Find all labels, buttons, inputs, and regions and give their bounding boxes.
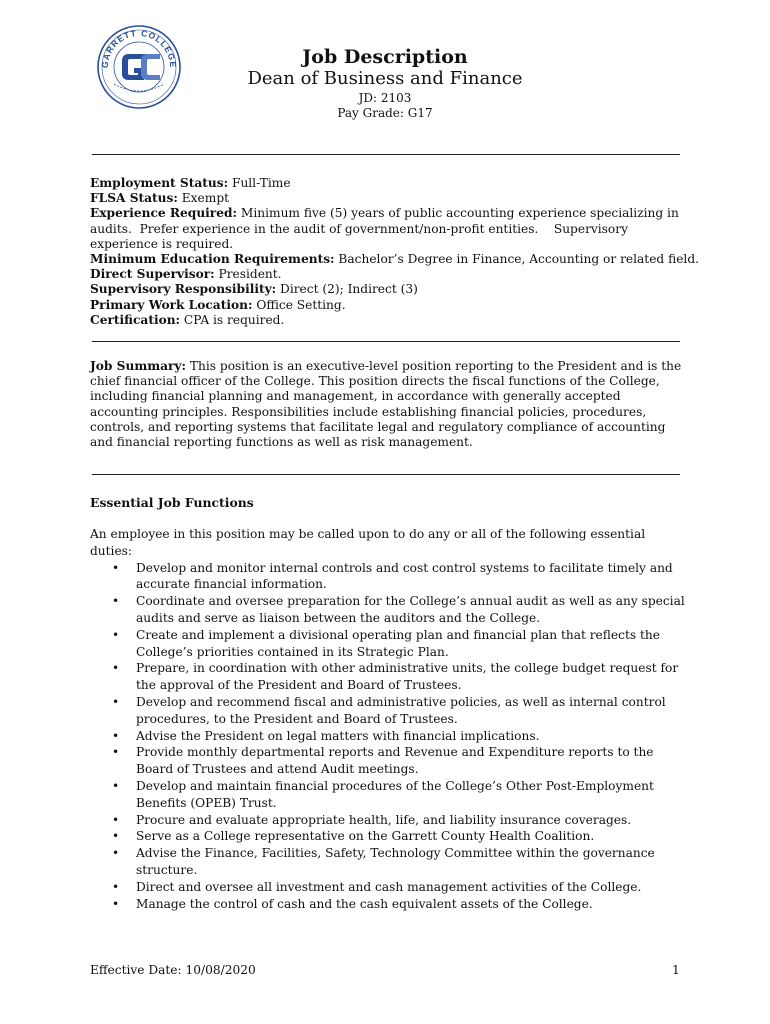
summary-label: Job Summary:	[90, 359, 187, 373]
list-item-text: Develop and monitor internal controls and cost control systems to facilitate timely and	[136, 560, 673, 575]
list-item-text: the approval of the President and Board of Trustees.	[136, 678, 462, 693]
detail-value: Minimum five (5) years of public accounting experience specializing in	[237, 206, 679, 221]
summary-line: and financial reporting functions as well as risk management.	[90, 435, 473, 450]
divider	[92, 341, 680, 342]
page-number: 1	[672, 963, 680, 977]
list-item	[90, 593, 690, 627]
detail-label: Supervisory Responsibility:	[90, 282, 277, 297]
list-item-text: Benefits (OPEB) Trust.	[136, 795, 277, 810]
bullet-icon: •	[112, 694, 120, 709]
detail-value: Full-Time	[228, 176, 291, 190]
list-item	[90, 728, 690, 745]
essential-functions	[90, 526, 690, 912]
list-item	[90, 694, 690, 728]
intro-line: An employee in this position may be called upon to do any or all of the following essential	[90, 527, 646, 541]
effective-date: Effective Date: 10/08/2020	[90, 963, 256, 977]
bullet-icon: •	[112, 627, 120, 642]
list-item-text: audits and serve as liaison between the auditors and the College.	[136, 610, 541, 625]
bullet-icon: •	[112, 661, 120, 676]
detail-label: Certification:	[90, 312, 181, 327]
job-title: Dean of Business and Finance	[247, 68, 523, 89]
bullet-icon: •	[112, 896, 120, 911]
svg-text:GARRETT COLLEGE	[100, 28, 178, 68]
summary-line: controls, and reporting systems that facilitate legal and regulatory compliance of accounting	[90, 419, 666, 434]
detail-label: Minimum Education Requirements:	[90, 252, 335, 267]
list-item-text: structure.	[136, 862, 198, 877]
list-item-text: Develop and maintain financial procedures of the College’s Other Post-Employment	[136, 778, 654, 793]
bullet-icon: •	[112, 812, 120, 827]
bullet-icon: •	[112, 778, 120, 793]
list-item-text: Board of Trustees and attend Audit meetings.	[136, 762, 419, 777]
garrett-college-seal-icon	[96, 24, 182, 110]
detail-value: Exempt	[177, 191, 230, 206]
intro-line: duties:	[90, 543, 133, 558]
detail-value: Office Setting.	[252, 297, 346, 312]
list-item-text: Develop and recommend fiscal and administrative policies, as well as internal control	[136, 694, 666, 709]
list-item	[90, 828, 690, 845]
page-title: Job Description	[302, 46, 468, 68]
bullet-icon: •	[112, 594, 120, 609]
bullet-icon: •	[112, 728, 120, 743]
list-item	[90, 845, 690, 879]
list-item	[90, 778, 690, 812]
list-item	[90, 660, 690, 694]
detail-value: Bachelor’s Degree in Finance, Accounting or related field.	[334, 252, 699, 267]
detail-value: Direct (2); Indirect (3)	[276, 282, 418, 297]
list-item	[90, 744, 690, 778]
bullet-icon: •	[112, 879, 120, 894]
list-item-text: Prepare, in coordination with other administrative units, the college budget request for	[136, 661, 679, 676]
detail-label: Employment Status:	[90, 176, 229, 190]
summary-line: chief financial officer of the College. This position directs the fiscal functions of the College,	[90, 374, 660, 389]
summary-line: including financial planning and management, in accordance with generally accepted	[90, 389, 621, 404]
bullet-icon: •	[112, 745, 120, 760]
list-item-text: procedures, to the President and Board of Trustees.	[136, 711, 458, 726]
bullet-icon: •	[112, 829, 120, 844]
list-item-text: College’s priorities contained in its Strategic Plan.	[136, 644, 449, 659]
list-item-text: Provide monthly departmental reports and Revenue and Expenditure reports to the	[136, 745, 654, 760]
section-heading: Essential Job Functions	[90, 495, 254, 510]
job-summary	[90, 359, 680, 450]
duty-list	[90, 560, 690, 913]
bullet-icon: •	[112, 560, 120, 575]
detail-value: President.	[214, 267, 282, 282]
list-item-text: Coordinate and oversee preparation for the College’s annual audit as well as any special	[136, 594, 685, 609]
list-item	[90, 879, 690, 896]
list-item-text: Direct and oversee all investment and cash management activities of the College.	[136, 879, 642, 894]
job-details	[90, 176, 699, 328]
summary-line: This position is an executive-level position reporting to the President and is the	[186, 359, 682, 373]
detail-label: Experience Required:	[90, 206, 238, 221]
detail-value: audits. Prefer experience in the audit of government/non-profit entities. Supervisory	[90, 221, 628, 236]
detail-value: CPA is required.	[180, 312, 285, 327]
list-item-text: accurate financial information.	[136, 577, 327, 592]
summary-line: accounting principles. Responsibilities include establishing financial policies, procedures,	[90, 404, 647, 419]
job-id: JD: 2103	[358, 91, 412, 105]
bullet-icon: •	[112, 846, 120, 861]
list-item	[90, 896, 690, 913]
list-item-text: Procure and evaluate appropriate health, life, and liability insurance coverages.	[136, 812, 632, 827]
pay-grade: Pay Grade: G17	[337, 106, 433, 120]
list-item-text: Manage the control of cash and the cash equivalent assets of the College.	[136, 896, 593, 911]
detail-label: Primary Work Location:	[90, 297, 253, 312]
divider	[92, 154, 680, 155]
divider	[92, 474, 680, 475]
list-item-text: Advise the President on legal matters with financial implications.	[136, 728, 540, 743]
list-item	[90, 812, 690, 829]
list-item-text: Create and implement a divisional operating plan and financial plan that reflects the	[136, 627, 660, 642]
detail-label: Direct Supervisor:	[90, 267, 215, 282]
list-item	[90, 560, 690, 594]
detail-value: experience is required.	[90, 236, 234, 251]
logo-text: GARRETT COLLEGE	[99, 27, 179, 69]
detail-label: FLSA Status:	[90, 191, 178, 206]
list-item-text: Serve as a College representative on the Garrett County Health Coalition.	[136, 829, 595, 844]
list-item	[90, 627, 690, 661]
list-item-text: Advise the Finance, Facilities, Safety, Technology Committee within the governance	[136, 846, 655, 861]
